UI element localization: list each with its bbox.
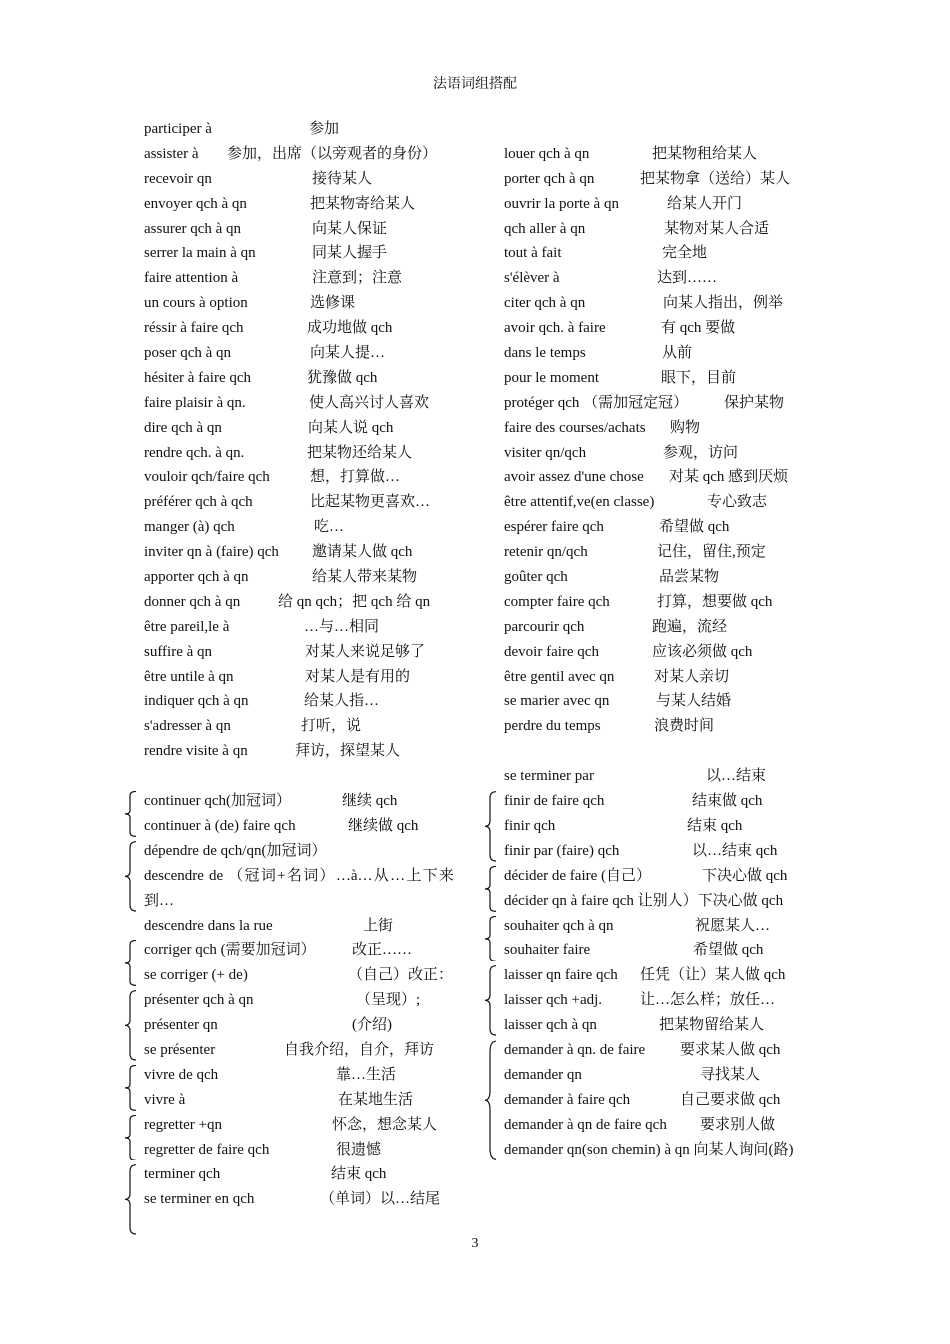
- chinese-meaning: 吃…: [314, 519, 345, 536]
- chinese-meaning: （呈现）;: [356, 992, 421, 1009]
- bracketed-group: [144, 1113, 454, 1163]
- french-phrase: continuer qch(加冠词）: [144, 793, 292, 810]
- group-brace: [124, 990, 138, 1061]
- french-phrase: vouloir qch/faire qch: [144, 469, 270, 486]
- french-phrase: être pareil,le à: [144, 618, 230, 635]
- chinese-meaning: 参观，访问: [663, 444, 739, 461]
- left-column: [144, 117, 454, 1237]
- phrase-row: [144, 266, 454, 291]
- french-phrase: inviter qn à (faire) qch: [144, 544, 279, 561]
- french-phrase: recevoir qn: [144, 170, 212, 187]
- phrase-row: [144, 217, 454, 242]
- spacer: [144, 1212, 454, 1237]
- chinese-meaning: 要求别人做: [700, 1116, 776, 1133]
- curly-brace-icon: [124, 1164, 138, 1235]
- phrase-row: [504, 615, 814, 640]
- phrase-row: [504, 1038, 814, 1063]
- chinese-meaning: 结束 qch: [687, 817, 743, 834]
- chinese-meaning: 比起某物更喜欢…: [310, 494, 431, 511]
- chinese-meaning: 成功地做 qch: [307, 320, 393, 337]
- chinese-meaning: (介绍): [352, 1017, 392, 1034]
- chinese-meaning: 犹豫做 qch: [307, 369, 378, 386]
- chinese-meaning: 参加，出席（以旁观者的身份）: [227, 145, 438, 162]
- curly-brace-icon: [124, 841, 138, 912]
- french-phrase: devoir faire qch: [504, 643, 599, 660]
- french-phrase: souhaiter faire: [504, 942, 591, 959]
- phrase-row: [144, 1187, 454, 1212]
- french-phrase: perdre du temps: [504, 718, 601, 735]
- bracketed-group: [504, 789, 814, 864]
- phrase-row: [144, 416, 454, 441]
- curly-brace-icon: [484, 866, 498, 912]
- french-phrase: manger (à) qch: [144, 519, 235, 536]
- chinese-meaning: 祝愿某人…: [695, 917, 771, 934]
- chinese-meaning: 把某物拿（送给）某人: [640, 170, 791, 187]
- phrase-row: [144, 167, 454, 192]
- phrase-row: [144, 291, 454, 316]
- group-brace: [124, 841, 138, 912]
- phrase-row: [504, 1063, 814, 1088]
- chinese-meaning: 很遗憾: [336, 1141, 382, 1158]
- french-phrase: faire plaisir à qn.: [144, 394, 246, 411]
- chinese-meaning: 从前: [662, 345, 693, 362]
- phrase-row: [144, 590, 454, 615]
- french-phrase: continuer à (de) faire qch: [144, 817, 296, 834]
- french-phrase: demander à faire qch: [504, 1091, 631, 1108]
- phrase-row: [144, 988, 454, 1013]
- chinese-meaning: 希望做 qch: [693, 942, 764, 959]
- phrase-row: [504, 789, 814, 814]
- chinese-meaning: 给某人开门: [667, 195, 743, 212]
- group-brace: [124, 940, 138, 986]
- phrase-row: [144, 1088, 454, 1113]
- french-phrase: demander à qn de faire qch: [504, 1116, 667, 1133]
- spacer: [144, 764, 454, 789]
- phrase-row: [144, 789, 454, 814]
- phrase-row: [144, 142, 454, 167]
- phrase-row: [144, 391, 454, 416]
- spacer: [504, 739, 814, 764]
- curly-brace-icon: [484, 1040, 498, 1160]
- chinese-meaning: 怀念，想念某人: [332, 1116, 438, 1133]
- phrase-row: [504, 366, 814, 391]
- chinese-meaning: 把某物还给某人: [307, 444, 413, 461]
- curly-brace-icon: [124, 791, 138, 837]
- phrase-row: [504, 217, 814, 242]
- french-phrase: laisser qch +adj.: [504, 992, 603, 1009]
- phrase-row: [144, 1113, 454, 1138]
- chinese-meaning: 选修课: [310, 295, 356, 312]
- phrase-row: [504, 192, 814, 217]
- bracketed-group: [504, 963, 814, 1038]
- french-phrase: protéger qch （需加冠定冠）: [504, 394, 689, 411]
- phrase-row: [504, 764, 814, 789]
- french-phrase: se corriger (+ de): [144, 967, 248, 984]
- phrase-row: [504, 465, 814, 490]
- chinese-meaning: 以…结束: [706, 768, 767, 785]
- chinese-meaning: 某物对某人合适: [664, 220, 770, 237]
- french-phrase: regretter de faire qch: [144, 1141, 270, 1158]
- phrase-row: [504, 266, 814, 291]
- group-brace: [124, 1164, 138, 1235]
- french-phrase: indiquer qch à qn: [144, 693, 249, 710]
- french-phrase: être gentil avec qn: [504, 668, 615, 685]
- phrase-row: [144, 515, 454, 540]
- french-phrase: finir qch: [504, 817, 556, 834]
- french-phrase: compter faire qch: [504, 593, 610, 610]
- bracketed-group: [504, 1038, 814, 1162]
- french-phrase: participer à: [144, 121, 212, 137]
- chinese-meaning: 要求某人做 qch: [680, 1041, 781, 1058]
- curly-brace-icon: [124, 1065, 138, 1111]
- page-number: 3: [471, 1236, 479, 1251]
- bracketed-group: [504, 864, 814, 914]
- phrase-row: [504, 665, 814, 690]
- french-phrase: se terminer par: [504, 768, 594, 785]
- chinese-meaning: 继续做 qch: [348, 817, 419, 834]
- phrase-row: [144, 490, 454, 515]
- chinese-meaning: 给 qn qch；把 qch 给 qn: [278, 593, 431, 610]
- phrase-row: [144, 192, 454, 217]
- bracketed-group: [144, 988, 454, 1063]
- phrase-row: [144, 366, 454, 391]
- phrase-text: demander qn(son chemin) à qn 向某人询问(路): [504, 1141, 794, 1158]
- chinese-meaning: 向某人保证: [312, 220, 388, 237]
- phrase-row: [144, 540, 454, 565]
- bracketed-group: [144, 789, 454, 839]
- chinese-meaning: 在某地生活: [338, 1091, 414, 1108]
- chinese-meaning: 自己要求做 qch: [680, 1091, 781, 1108]
- phrase-text: décider qn à faire qch 让别人）下决心做 qch: [504, 892, 784, 909]
- page-header: 法语词组搭配: [433, 77, 517, 92]
- chinese-meaning: 继续 qch: [342, 793, 398, 810]
- french-phrase: corriger qch (需要加冠词）: [144, 942, 316, 959]
- phrase-row: [504, 291, 814, 316]
- group-brace: [124, 1115, 138, 1161]
- phrase-row: [504, 142, 814, 167]
- phrase-row: [504, 441, 814, 466]
- chinese-meaning: 以…结束 qch: [692, 842, 778, 859]
- chinese-meaning: 保护某物: [724, 394, 785, 411]
- french-phrase: laisser qn faire qch: [504, 967, 618, 984]
- curly-brace-icon: [124, 940, 138, 986]
- curly-brace-icon: [484, 791, 498, 862]
- phrase-row: [504, 988, 814, 1013]
- bracketed-group: [144, 938, 454, 988]
- phrase-row: [144, 1063, 454, 1088]
- french-phrase: s'adresser à qn: [144, 718, 231, 735]
- french-phrase: regretter +qn: [144, 1116, 223, 1133]
- chinese-meaning: 对某 qch 感到厌烦: [669, 469, 789, 486]
- phrase-row: [504, 864, 814, 889]
- chinese-meaning: 下决心做 qch: [702, 867, 788, 884]
- phrase-row: [144, 739, 454, 764]
- chinese-meaning: （自己）改正：: [348, 967, 454, 984]
- french-phrase: donner qch à qn: [144, 593, 241, 610]
- french-phrase: assister à: [144, 145, 199, 162]
- chinese-meaning: 有 qch 要做: [661, 320, 736, 337]
- phrase-row: [504, 241, 814, 266]
- french-phrase: se présenter: [144, 1041, 216, 1058]
- french-phrase: vivre à: [144, 1091, 186, 1108]
- phrase-row: [144, 1162, 454, 1187]
- phrase-row: [144, 465, 454, 490]
- bracketed-group: [144, 1162, 454, 1237]
- french-phrase: louer qch à qn: [504, 145, 590, 162]
- chinese-meaning: 任凭（让）某人做 qch: [640, 967, 786, 984]
- chinese-meaning: 拜访，探望某人: [295, 743, 401, 760]
- phrase-row: [504, 963, 814, 988]
- french-phrase: retenir qn/qch: [504, 544, 588, 561]
- chinese-meaning: 结束 qch: [331, 1166, 387, 1183]
- group-brace: [484, 866, 498, 912]
- french-phrase: présenter qn: [144, 1017, 218, 1034]
- group-brace: [484, 965, 498, 1036]
- phrase-row: [504, 714, 814, 739]
- french-phrase: avoir qch. à faire: [504, 320, 606, 337]
- french-phrase: faire des courses/achats: [504, 419, 646, 436]
- phrase-row: [144, 665, 454, 690]
- right-column: [504, 117, 814, 1162]
- chinese-meaning: 使人高兴讨人喜欢: [309, 394, 430, 411]
- bracketed-group: [504, 914, 814, 964]
- chinese-meaning: 结束做 qch: [692, 793, 763, 810]
- french-phrase: souhaiter qch à qn: [504, 917, 614, 934]
- chinese-meaning: 与某人结婚: [656, 693, 732, 710]
- french-phrase: serrer la main à qn: [144, 245, 256, 262]
- french-phrase: demander qn: [504, 1066, 582, 1083]
- phrase-row: [504, 341, 814, 366]
- french-phrase: pour le moment: [504, 369, 599, 386]
- phrase-row: [504, 938, 814, 963]
- group-brace: [484, 1040, 498, 1160]
- chinese-meaning: 邀请某人做 qch: [312, 544, 413, 561]
- french-phrase: terminer qch: [144, 1166, 221, 1183]
- phrase-row: [504, 839, 814, 864]
- phrase-row: [144, 689, 454, 714]
- group-brace: [484, 791, 498, 862]
- chinese-meaning: 希望做 qch: [659, 519, 730, 536]
- phrase-row: [504, 565, 814, 590]
- phrase-row: [504, 914, 814, 939]
- french-phrase: poser qch à qn: [144, 345, 232, 362]
- french-phrase: apporter qch à qn: [144, 569, 249, 586]
- chinese-meaning: 改正……: [352, 942, 413, 959]
- chinese-meaning: 应该必须做 qch: [652, 643, 753, 660]
- chinese-meaning: 让…怎么样；放任…: [640, 992, 776, 1009]
- chinese-meaning: 把某物留给某人: [659, 1017, 765, 1034]
- phrase-row: [144, 938, 454, 963]
- chinese-meaning: 自我介绍，自介，拜访: [284, 1041, 435, 1058]
- french-phrase: descendre dans la rue: [144, 917, 273, 934]
- chinese-meaning: 达到……: [657, 270, 718, 287]
- french-phrase: présenter qch à qn: [144, 992, 254, 1009]
- french-phrase: visiter qn/qch: [504, 444, 587, 461]
- phrase-row: [144, 241, 454, 266]
- chinese-meaning: 专心致志: [707, 494, 768, 511]
- chinese-meaning: 向某人指出，例举: [663, 295, 784, 312]
- chinese-meaning: 品尝某物: [659, 569, 720, 586]
- chinese-meaning: 注意到；注意: [312, 270, 403, 287]
- french-phrase: tout à fait: [504, 245, 562, 262]
- french-phrase: être untile à qn: [144, 668, 234, 685]
- french-phrase: s'élèver à: [504, 270, 560, 287]
- french-phrase: préférer qch à qch: [144, 494, 253, 511]
- chinese-meaning: 对某人是有用的: [305, 668, 411, 685]
- french-phrase: avoir assez d'une chose: [504, 469, 644, 486]
- french-phrase: laisser qch à qn: [504, 1017, 597, 1034]
- group-brace: [124, 1065, 138, 1111]
- french-phrase: être attentif,ve(en classe): [504, 494, 655, 511]
- phrase-text: descendre de （冠词+名词）…à…从…上下来到…: [144, 867, 454, 909]
- bracketed-group: [144, 839, 454, 914]
- chinese-meaning: 寻找某人: [700, 1066, 761, 1083]
- phrase-row: [144, 864, 454, 914]
- chinese-meaning: 向某人说 qch: [308, 419, 394, 436]
- french-phrase: assurer qch à qn: [144, 220, 242, 237]
- french-phrase: ouvrir la porte à qn: [504, 195, 619, 212]
- french-phrase: dans le temps: [504, 345, 586, 362]
- french-phrase: hésiter à faire qch: [144, 369, 252, 386]
- curly-brace-icon: [124, 1115, 138, 1161]
- chinese-meaning: 把某物租给某人: [652, 145, 758, 162]
- phrase-row: [144, 1013, 454, 1038]
- french-phrase: parcourir qch: [504, 618, 585, 635]
- phrase-row: [144, 565, 454, 590]
- phrase-row: [504, 1138, 814, 1163]
- phrase-row: [504, 416, 814, 441]
- phrase-row: [504, 167, 814, 192]
- group-brace: [484, 916, 498, 962]
- phrase-row: [144, 1038, 454, 1063]
- chinese-meaning: 参加: [309, 121, 340, 137]
- french-phrase: finir par (faire) qch: [504, 842, 620, 859]
- chinese-meaning: 打算，想要做 qch: [657, 593, 773, 610]
- phrase-row: [144, 117, 454, 142]
- bracketed-group: [144, 1063, 454, 1113]
- french-phrase: goûter qch: [504, 569, 568, 586]
- french-phrase: porter qch à qn: [504, 170, 595, 187]
- chinese-meaning: 眼下，目前: [661, 369, 737, 386]
- french-phrase: qch aller à qn: [504, 220, 586, 237]
- phrase-row: [144, 814, 454, 839]
- phrase-row: [144, 341, 454, 366]
- phrase-row: [504, 540, 814, 565]
- chinese-meaning: 向某人提…: [310, 345, 386, 362]
- phrase-row: [504, 1088, 814, 1113]
- phrase-row: [144, 963, 454, 988]
- french-phrase: se terminer en qch: [144, 1191, 255, 1208]
- phrase-row: [504, 689, 814, 714]
- phrase-row: [504, 515, 814, 540]
- phrase-row: [144, 1138, 454, 1163]
- chinese-meaning: 浪费时间: [654, 718, 715, 735]
- chinese-meaning: 记住，留住,预定: [657, 544, 766, 561]
- phrase-row: [144, 316, 454, 341]
- french-phrase: se marier avec qn: [504, 693, 610, 710]
- french-phrase: vivre de qch: [144, 1066, 219, 1083]
- phrase-row: [504, 640, 814, 665]
- chinese-meaning: 打听，说: [301, 718, 362, 735]
- french-phrase: un cours à option: [144, 295, 248, 312]
- spacer: [504, 117, 814, 142]
- chinese-meaning: 跑遍，流经: [652, 618, 728, 635]
- phrase-row: [144, 714, 454, 739]
- phrase-row: [144, 914, 454, 939]
- french-phrase: rendre visite à qn: [144, 743, 248, 760]
- french-phrase: réssir à faire qch: [144, 320, 244, 337]
- chinese-meaning: 想，打算做…: [310, 469, 401, 486]
- chinese-meaning: …与…相同: [304, 618, 380, 635]
- french-phrase: demander à qn. de faire: [504, 1041, 646, 1058]
- chinese-meaning: 上街: [363, 917, 394, 934]
- chinese-meaning: 购物: [670, 419, 701, 436]
- phrase-row: [504, 316, 814, 341]
- phrase-row: [504, 490, 814, 515]
- phrase-row: [504, 391, 814, 416]
- chinese-meaning: 对某人来说足够了: [305, 643, 426, 660]
- phrase-row: [144, 640, 454, 665]
- phrase-row: [504, 814, 814, 839]
- curly-brace-icon: [484, 965, 498, 1036]
- french-phrase: citer qch à qn: [504, 295, 586, 312]
- chinese-meaning: 同某人握手: [312, 245, 388, 262]
- chinese-meaning: 接待某人: [312, 170, 373, 187]
- chinese-meaning: （单词）以…结尾: [320, 1191, 441, 1208]
- phrase-row: [144, 615, 454, 640]
- french-phrase: finir de faire qch: [504, 793, 605, 810]
- french-phrase: faire attention à: [144, 270, 239, 287]
- french-phrase: suffire à qn: [144, 643, 213, 660]
- curly-brace-icon: [124, 990, 138, 1061]
- chinese-meaning: 靠…生活: [336, 1066, 397, 1083]
- french-phrase: dire qch à qn: [144, 419, 222, 436]
- phrase-row: [144, 839, 454, 864]
- group-brace: [124, 791, 138, 837]
- chinese-meaning: 给某人带来某物: [312, 569, 418, 586]
- chinese-meaning: 给某人指…: [304, 693, 380, 710]
- french-phrase: espérer faire qch: [504, 519, 604, 536]
- french-phrase: dépendre de qch/qn(加冠词）: [144, 842, 327, 859]
- curly-brace-icon: [484, 916, 498, 962]
- phrase-row: [504, 889, 814, 914]
- french-phrase: décider de faire (自己）: [504, 867, 652, 884]
- phrase-row: [504, 590, 814, 615]
- french-phrase: envoyer qch à qn: [144, 195, 247, 212]
- chinese-meaning: 对某人亲切: [654, 668, 730, 685]
- phrase-row: [504, 1013, 814, 1038]
- chinese-meaning: 把某物寄给某人: [310, 195, 416, 212]
- french-phrase: rendre qch. à qn.: [144, 444, 245, 461]
- phrase-row: [504, 1113, 814, 1138]
- phrase-row: [144, 441, 454, 466]
- chinese-meaning: 完全地: [662, 245, 708, 262]
